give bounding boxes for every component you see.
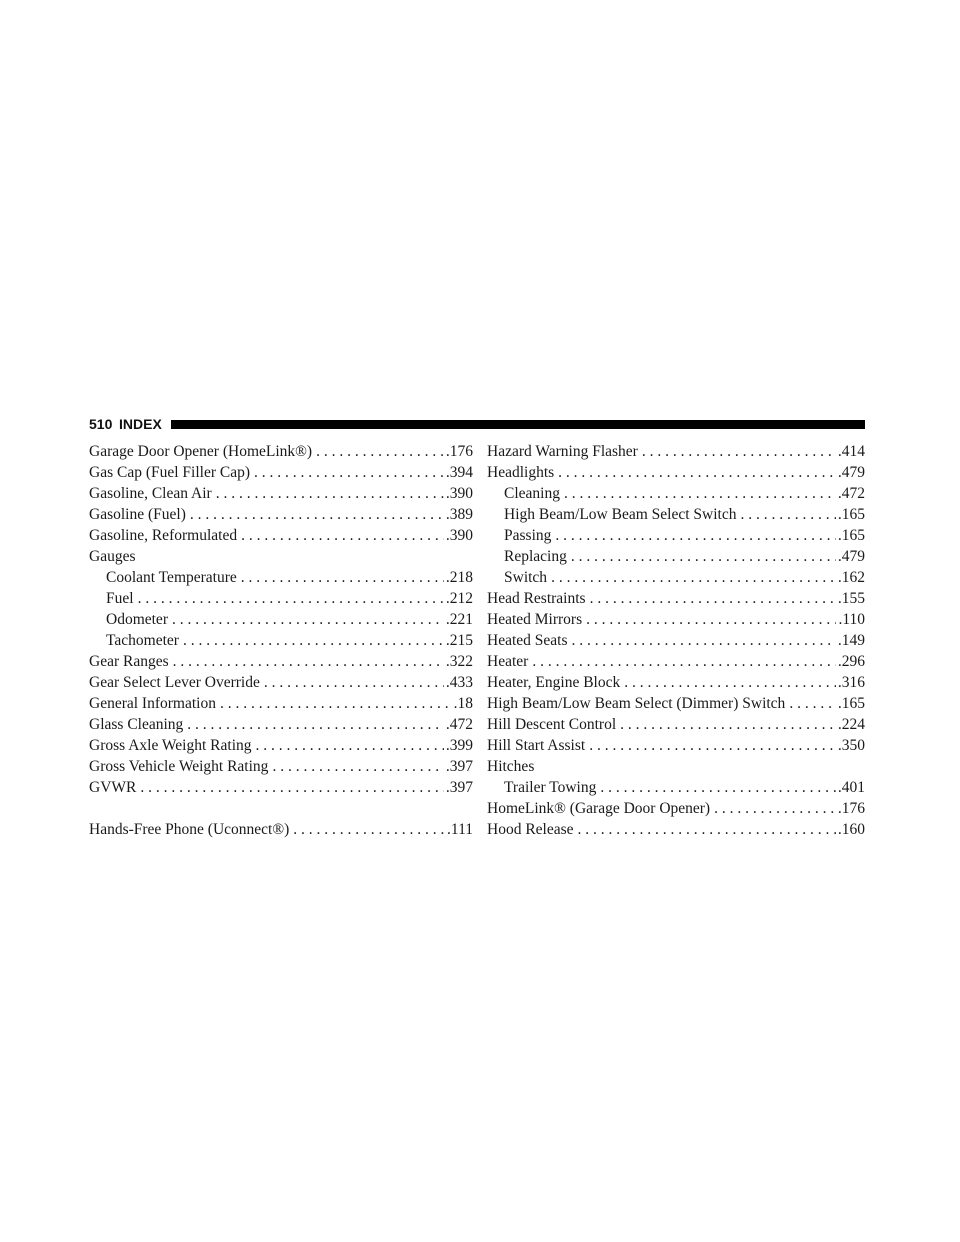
- index-entry: HomeLink® (Garage Door Opener) . . . .176: [487, 798, 865, 819]
- index-entry: Gasoline, Clean Air . . . .390: [89, 483, 473, 504]
- index-entry: Hill Descent Control . . . .224: [487, 714, 865, 735]
- section-title: INDEX: [119, 416, 162, 432]
- index-subentry: Fuel . . . .212: [89, 588, 473, 609]
- index-entry: Gross Axle Weight Rating . . . .399: [89, 735, 473, 756]
- index-entry: Heater, Engine Block . . . .316: [487, 672, 865, 693]
- index-subentry: Passing . . . .165: [487, 525, 865, 546]
- index-subentry: Cleaning . . . .472: [487, 483, 865, 504]
- index-entry: Gear Ranges . . . .322: [89, 651, 473, 672]
- index-subentry: Trailer Towing . . . .401: [487, 777, 865, 798]
- index-entry: Gear Select Lever Override . . . .433: [89, 672, 473, 693]
- letter-group-gap: [89, 798, 473, 819]
- index-entry: Hands-Free Phone (Uconnect®) . . . .111: [89, 819, 473, 840]
- index-subentry: High Beam/Low Beam Select Switch . . . .165: [487, 504, 865, 525]
- page-number: 510: [89, 416, 113, 432]
- index-subentry: Odometer . . . .221: [89, 609, 473, 630]
- index-heading: Hitches: [487, 758, 535, 775]
- index-entry: Hood Release . . . .160: [487, 819, 865, 840]
- index-entry: Headlights . . . .479: [487, 462, 865, 483]
- index-entry: Gas Cap (Fuel Filler Cap) . . . .394: [89, 462, 473, 483]
- index-entry: Gasoline, Reformulated . . . .390: [89, 525, 473, 546]
- index-subentry: Switch . . . .162: [487, 567, 865, 588]
- index-entry: Garage Door Opener (HomeLink®) . . . .176: [89, 441, 473, 462]
- index-heading: Gauges: [89, 548, 136, 565]
- index-entry: Gross Vehicle Weight Rating . . . .397: [89, 756, 473, 777]
- index-entry: Hazard Warning Flasher . . . .414: [487, 441, 865, 462]
- header-rule: [171, 420, 865, 429]
- index-entry: Heater . . . .296: [487, 651, 865, 672]
- index-entry: Hill Start Assist . . . .350: [487, 735, 865, 756]
- index-entry: High Beam/Low Beam Select (Dimmer) Switch . . . .165: [487, 693, 865, 714]
- index-subentry: Tachometer . . . .215: [89, 630, 473, 651]
- index-entry: Head Restraints . . . .155: [487, 588, 865, 609]
- page-header: [89, 414, 865, 434]
- index-entry: General Information . . . .18: [89, 693, 473, 714]
- index-entry: Gasoline (Fuel) . . . .389: [89, 504, 473, 525]
- index-subentry: Replacing . . . .479: [487, 546, 865, 567]
- index-entry: GVWR . . . .397: [89, 777, 473, 798]
- index-column-right: [487, 441, 865, 840]
- index-column-left: [89, 441, 473, 840]
- index-entry: Heated Seats . . . .149: [487, 630, 865, 651]
- index-entry: Heated Mirrors . . . .110: [487, 609, 865, 630]
- index-entry: Glass Cleaning . . . .472: [89, 714, 473, 735]
- index-subentry: Coolant Temperature . . . .218: [89, 567, 473, 588]
